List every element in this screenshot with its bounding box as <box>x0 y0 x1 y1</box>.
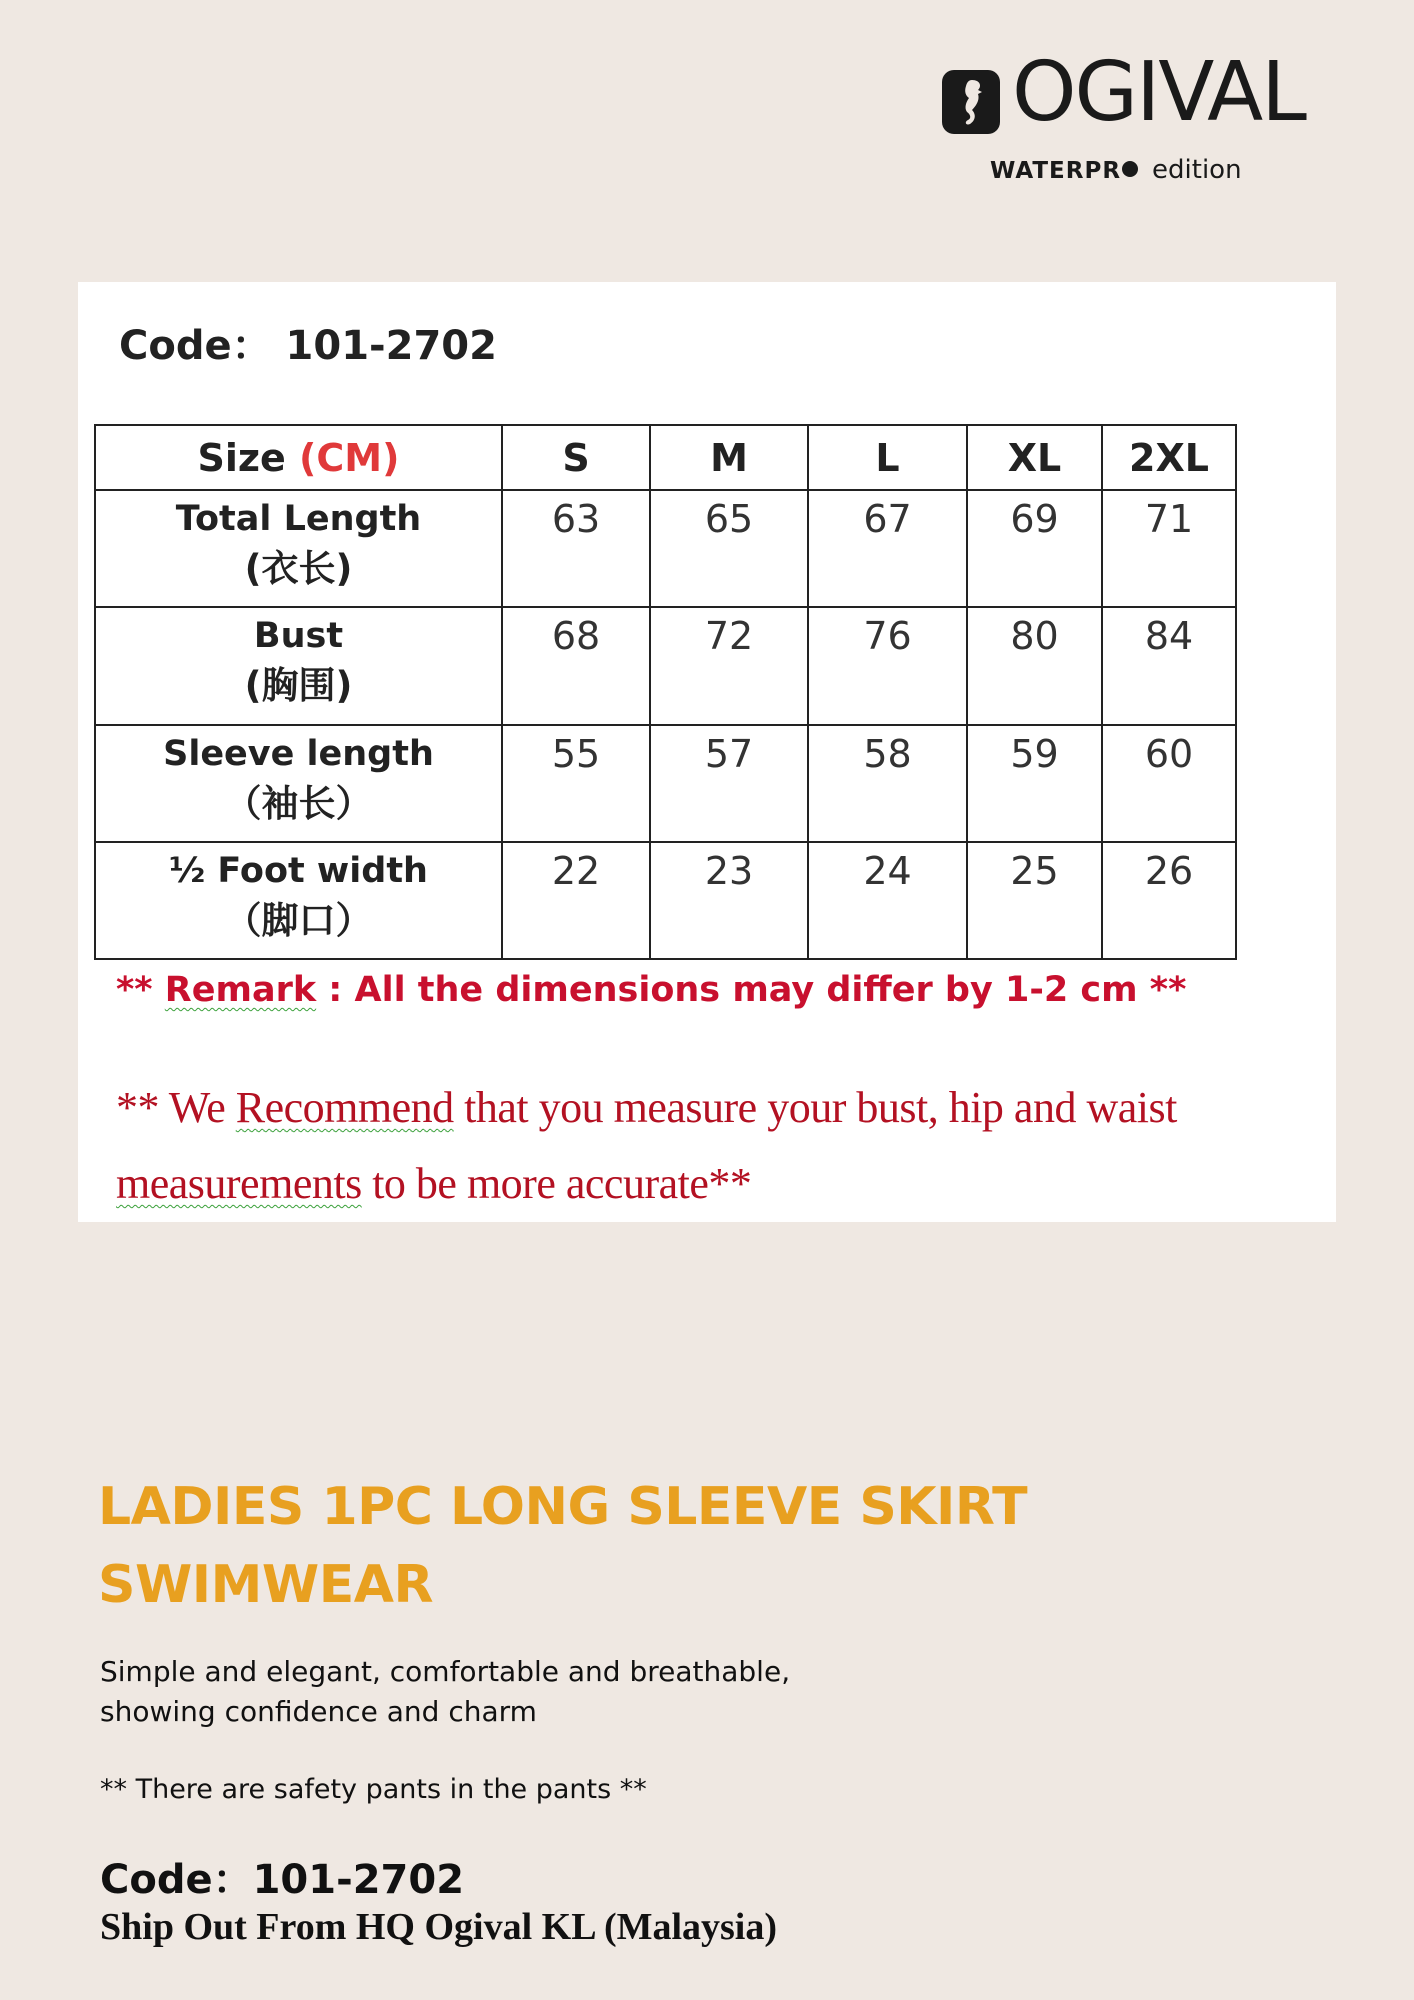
product-code: Code：101-2702 <box>100 1857 465 1903</box>
table-cell: 26 <box>1102 842 1236 959</box>
product-note: ** There are safety pants in the pants ** <box>100 1774 647 1805</box>
table-cell: 24 <box>808 842 967 959</box>
table-row <box>95 842 1236 959</box>
table-row <box>95 725 1236 842</box>
row-label-en: Total Length <box>175 499 422 539</box>
remark-word: Remark <box>164 970 317 1010</box>
seahorse-icon <box>942 70 1000 134</box>
table-header-row <box>95 425 1236 490</box>
row-label-en: Bust <box>253 616 344 656</box>
table-cell: 76 <box>808 607 967 725</box>
ship-info: Ship Out From HQ Ogival KL (Malaysia) <box>100 1906 778 1948</box>
sub-brand: WATERPR <box>990 158 1122 184</box>
remark-prefix: ** <box>116 970 165 1010</box>
table-row <box>95 490 1236 607</box>
row-label <box>95 490 502 607</box>
table-cell: 80 <box>967 607 1102 725</box>
recommend-word: Recommend <box>235 1083 454 1132</box>
size-table <box>94 424 1237 960</box>
row-label <box>95 607 502 725</box>
table-cell: 25 <box>967 842 1102 959</box>
table-cell: 84 <box>1102 607 1236 725</box>
chart-code-label: Code： <box>119 323 272 369</box>
size-col-header: XL <box>967 425 1102 490</box>
remark-text: : All the dimensions may differ by 1-2 cm ** <box>316 970 1187 1010</box>
row-label-zh: （袖长） <box>224 782 373 826</box>
row-label-zh: (衣长) <box>244 547 353 591</box>
recommend-prefix: ** We <box>116 1083 236 1132</box>
table-cell: 60 <box>1102 725 1236 842</box>
size-label: Size <box>197 435 286 480</box>
remark-note <box>116 970 1186 1010</box>
row-label-en: Sleeve length <box>163 734 434 774</box>
table-cell: 59 <box>967 725 1102 842</box>
size-header-cell <box>95 425 502 490</box>
table-cell: 63 <box>502 490 650 607</box>
recommend-word2: measurements <box>116 1159 362 1208</box>
chart-code-value: 101-2702 <box>285 323 497 369</box>
table-cell: 22 <box>502 842 650 959</box>
row-label-zh: （脚口） <box>224 899 373 943</box>
table-cell: 69 <box>967 490 1102 607</box>
size-col-header: S <box>502 425 650 490</box>
size-col-header: M <box>650 425 808 490</box>
brand-name: OGIVAL <box>1012 45 1305 140</box>
product-title: LADIES 1PC LONG SLEEVE SKIRT SWIMWEAR <box>98 1477 1028 1615</box>
row-label-en: ½ Foot width <box>169 851 428 891</box>
table-cell: 68 <box>502 607 650 725</box>
table-cell: 23 <box>650 842 808 959</box>
edition-label: edition <box>1152 155 1242 185</box>
table-cell: 65 <box>650 490 808 607</box>
recommend-text2: to be more accurate** <box>361 1159 752 1208</box>
table-cell: 58 <box>808 725 967 842</box>
table-cell: 72 <box>650 607 808 725</box>
recommend-text: that you measure your bust, hip and waist <box>453 1083 1177 1132</box>
brand-sub <box>990 154 1242 185</box>
size-col-header: 2XL <box>1102 425 1236 490</box>
table-cell: 67 <box>808 490 967 607</box>
table-cell: 55 <box>502 725 650 842</box>
row-label <box>95 842 502 959</box>
unit-label: (CM) <box>299 435 400 480</box>
o-dot-icon <box>1122 161 1138 177</box>
product-description: Simple and elegant, comfortable and breathable, showing confidence and charm <box>100 1655 791 1728</box>
row-label-zh: (胸围) <box>244 664 353 708</box>
chart-code <box>119 314 497 371</box>
brand-logo <box>940 45 1320 192</box>
table-cell: 71 <box>1102 490 1236 607</box>
table-row <box>95 607 1236 725</box>
recommend-note <box>116 1070 1326 1222</box>
size-chart-card <box>78 282 1336 1222</box>
table-cell: 57 <box>650 725 808 842</box>
size-col-header: L <box>808 425 967 490</box>
row-label <box>95 725 502 842</box>
